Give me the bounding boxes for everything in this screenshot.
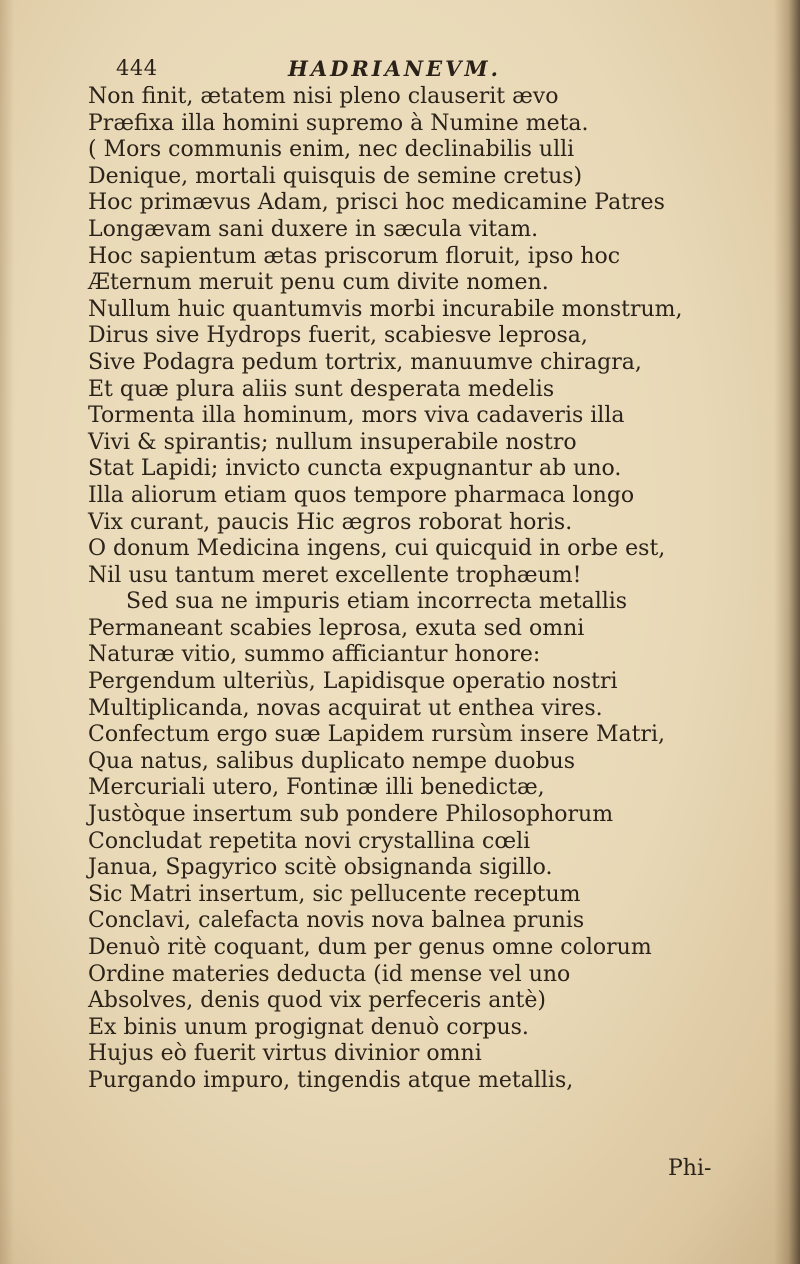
text-line: Non finit, ætatem nisi pleno clauserit ævo	[88, 84, 559, 109]
running-head: HADRIANEVM.	[288, 56, 501, 81]
text-line: Sive Podagra pedum tortrix, manuumve chiragra,	[88, 349, 642, 375]
page-number: 444	[116, 56, 158, 80]
text-line: ( Mors communis enim, nec declinabilis ulli	[88, 137, 575, 163]
text-line: Qua natus, salibus duplicato nempe duobus	[88, 748, 576, 774]
text-line: Æternum meruit penu cum divite nomen.	[88, 270, 549, 296]
text-line: Mercuriali utero, Fontinæ illi benedictæ,	[88, 775, 545, 801]
text-line: Nullum huic quantumvis morbi incurabile monstrum,	[88, 296, 683, 322]
text-line: Concludat repetita novi crystallina cœli	[88, 828, 531, 854]
text-line: Janua, Spagyrico scitè obsignanda sigillo.	[88, 855, 553, 881]
text-line: Pergendum ulteriùs, Lapidisque operatio nostri	[88, 669, 618, 695]
page-left-edge	[0, 0, 14, 1264]
text-line: Dirus sive Hydrops fuerit, scabiesve leprosa,	[88, 323, 588, 349]
text-line: Præfixa illa homini supremo à Numine meta.	[88, 110, 589, 136]
text-line: Naturæ vitio, summo afficiantur honore:	[88, 642, 541, 668]
text-line-indented: Sed sua ne impuris etiam incorrecta metallis	[126, 589, 628, 615]
text-line: Confectum ergo suæ Lapidem rursùm insere Matri,	[88, 722, 665, 748]
text-line: Multiplicanda, novas acquirat ut enthea vires.	[88, 695, 603, 721]
text-line: Vivi & spirantis; nullum insuperabile nostro	[88, 429, 577, 455]
text-line: Denuò ritè coquant, dum per genus omne colorum	[88, 935, 652, 960]
text-line: Justòque insertum sub pondere Philosophorum	[88, 802, 614, 828]
text-line: Sic Matri insertum, sic pellucente receptum	[88, 881, 581, 907]
text-line: Hujus eò fuerit virtus divinior omni	[88, 1041, 482, 1067]
spine-shadow	[774, 0, 800, 1264]
text-line: Denique, mortali quisquis de semine cretus)	[88, 163, 583, 189]
text-line: O donum Medicina ingens, cui quicquid in orbe est,	[88, 536, 666, 562]
text-line: Vix curant, paucis Hic ægros roborat horis.	[88, 509, 573, 535]
text-line: Tormenta illa hominum, mors viva cadaveris illa	[88, 403, 625, 429]
text-line: Illa aliorum etiam quos tempore pharmaca longo	[88, 482, 635, 508]
poem-text-block	[88, 84, 728, 1095]
text-line: Ordine materies deducta (id mense vel uno	[88, 961, 571, 987]
text-line: Hoc sapientum ætas priscorum floruit, ipso hoc	[88, 243, 621, 269]
text-line: Ex binis unum progignat denuò corpus.	[88, 1014, 529, 1040]
text-line: Nil usu tantum meret excellente trophæum!	[88, 562, 582, 588]
text-line: Conclavi, calefacta novis nova balnea prunis	[88, 908, 585, 934]
catchword: Phi-	[668, 1156, 712, 1181]
text-line: Absolves, denis quod vix perfeceris antè)	[88, 988, 546, 1014]
text-line: Stat Lapidi; invicto cuncta expugnantur ab uno.	[88, 456, 622, 482]
text-line: Longævam sani duxere in sæcula vitam.	[88, 216, 539, 242]
text-line: Purgando impuro, tingendis atque metallis,	[88, 1067, 574, 1093]
text-line: Et quæ plura aliis sunt desperata medelis	[88, 376, 555, 402]
text-line: Hoc primævus Adam, prisci hoc medicamine Patres	[88, 190, 665, 216]
text-line: Permaneant scabies leprosa, exuta sed omni	[88, 615, 585, 641]
